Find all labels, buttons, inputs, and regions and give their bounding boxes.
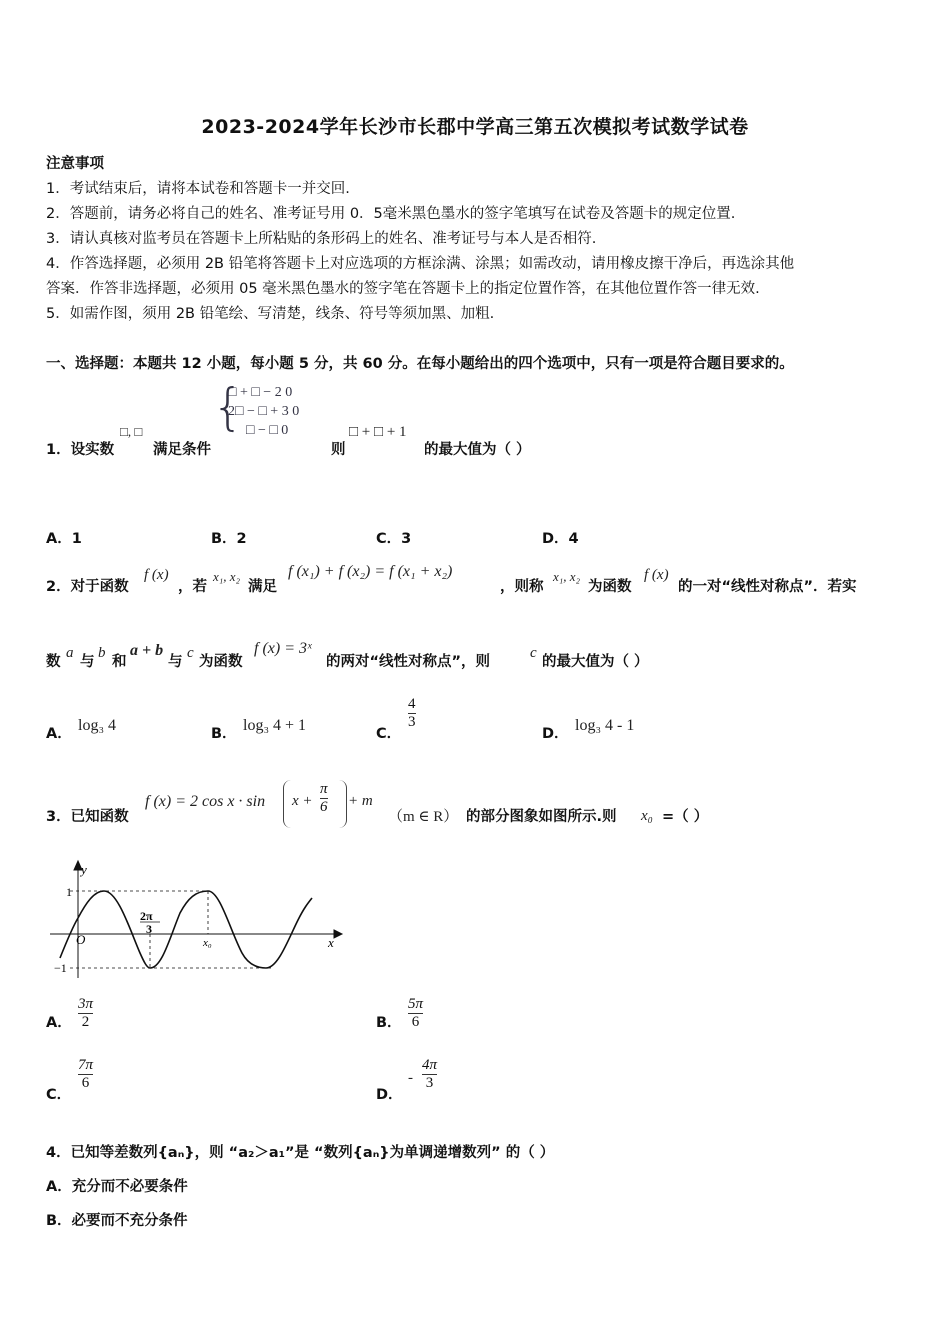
q3-text-3: =（ ） xyxy=(662,809,709,825)
q3-graph xyxy=(46,858,346,980)
q2-text-5: 为函数 xyxy=(588,579,632,595)
notice-heading: 注意事项 xyxy=(46,156,104,172)
q2-x12-b: x₁, x₂ xyxy=(553,569,581,584)
q2-text-13: 的最大值为（ ） xyxy=(542,654,649,670)
q4-option-b: B．必要而不充分条件 xyxy=(46,1213,188,1229)
q3-text-1: 3．已知函数 xyxy=(46,809,129,825)
q2-option-c xyxy=(408,696,416,731)
q3-function: f (x) = 2 cos x · sin xyxy=(145,793,266,810)
notice-item-4: 4．作答选择题，必须用 2B 铅笔将答题卡上对应选项的方框涂满、涂黑；如需改动，请用橡皮擦干净后，再选涂其他 xyxy=(46,256,795,272)
notice-item-2: 2．答题前，请务必将自己的姓名、准考证号用 0．5毫米黑色墨水的签字笔填写在试卷及答题卡的规定位置. xyxy=(46,206,736,222)
q2-text-3: 满足 xyxy=(248,579,277,595)
q1-brace: { xyxy=(212,378,244,436)
q3-option-d xyxy=(422,1057,437,1092)
q3-x-label: x xyxy=(328,935,334,950)
q2-text-11: 为函数 xyxy=(199,654,243,670)
q3-option-b xyxy=(408,996,423,1031)
q3-option-b-label: B． xyxy=(376,1015,402,1031)
q1-text-2: 满足条件 xyxy=(153,442,211,458)
q3-plus-m: + m xyxy=(348,793,373,809)
q2-text-10: 与 xyxy=(168,654,183,670)
q2-option-b: log₃ 4 + 1 xyxy=(243,717,307,734)
q1-option-d: D．4 xyxy=(542,531,579,547)
q2-fx: f (x) xyxy=(144,567,169,583)
q3-origin: O xyxy=(76,932,86,947)
q2-f3x: f (x) = 3ˣ xyxy=(254,640,312,657)
q2-text-8: 与 xyxy=(80,654,95,670)
q2-condition: f (x₁) + f (x₂) = f (x₁ + x₂) xyxy=(288,563,453,580)
q2-text-4: ，则称 xyxy=(500,579,544,595)
q3-six: 6 xyxy=(320,799,328,815)
q4-stem: 4．已知等差数列{aₙ}，则 “a₂＞a₁”是 “数列{aₙ}为单调递增数列” 的（ ） xyxy=(46,1145,555,1161)
q3-tick-3: 3 xyxy=(146,922,152,936)
q3-option-d-num: 4π xyxy=(422,1057,438,1073)
q2-x12: x₁, x₂ xyxy=(213,569,241,584)
q2-text-7: 数 xyxy=(46,654,61,670)
section-heading: 一、选择题：本题共 12 小题，每小题 5 分，共 60 分。在每小题给出的四个选项中，只有一项是符合题目要求的。 xyxy=(46,356,794,372)
q2-option-b-label: B． xyxy=(211,726,237,742)
q3-tick-neg1: −1 xyxy=(54,961,67,975)
q2-option-a: log₃ 4 xyxy=(78,717,117,734)
notice-item-5: 5．如需作图，须用 2B 铅笔绘、写清楚，线条、符号等须加黑、加粗. xyxy=(46,306,495,322)
q2-text-2: ，若 xyxy=(178,579,207,595)
q1-system xyxy=(228,383,299,440)
q2-a-plus-b: a + b xyxy=(130,642,164,659)
q3-option-a-num: 3π xyxy=(78,996,94,1012)
q1-option-c: C．3 xyxy=(376,531,412,547)
q3-x0: x₀ xyxy=(641,808,653,824)
q3-x-arrow xyxy=(334,930,342,938)
q2-option-a-label: A． xyxy=(46,726,72,742)
q3-option-d-sign: - xyxy=(408,1070,413,1086)
q3-option-b-num: 5π xyxy=(408,996,424,1012)
q2-option-d-label: D． xyxy=(542,726,569,742)
q1-text-1: 1．设实数 xyxy=(46,442,115,458)
q3-option-c-num: 7π xyxy=(78,1057,94,1073)
q3-tick-2pi: 2π xyxy=(140,909,153,923)
q3-pi: π xyxy=(320,781,328,797)
q3-text-2: 的部分图象如图所示.则 xyxy=(466,809,617,825)
q3-option-a-den: 2 xyxy=(81,1014,90,1030)
q1-ineq-1: □ + □ − 2 0 xyxy=(228,385,293,400)
q2-fx-b: f (x) xyxy=(644,567,669,583)
q3-option-c-den: 6 xyxy=(81,1075,90,1091)
q4-option-a: A．充分而不必要条件 xyxy=(46,1179,188,1195)
q1-vars: □, □ xyxy=(120,424,143,439)
q1-text-3: 则 xyxy=(331,442,346,458)
q3-option-c-label: C． xyxy=(46,1087,72,1103)
page-title: 2023-2024学年长沙市长郡中学高三第五次模拟考试数学试卷 xyxy=(201,116,749,138)
q2-c: c xyxy=(187,645,194,661)
q2-text-1: 2．对于函数 xyxy=(46,579,129,595)
q3-y-label: y xyxy=(81,862,87,877)
q1-option-b: B．2 xyxy=(211,531,247,547)
q1-ineq-3: □ − □ 0 xyxy=(246,423,289,438)
q2-b: b xyxy=(98,645,106,661)
q1-ineq-2: 2□ − □ + 3 0 xyxy=(228,404,300,419)
q2-a: a xyxy=(66,645,74,661)
notice-item-4-cont: 答案．作答非选择题，必须用 05 毫米黑色墨水的签字笔在答题卡上的指定位置作答，在其他位置作答一律无效. xyxy=(46,281,760,297)
q3-inner: x + xyxy=(292,793,313,809)
q2-option-c-den: 3 xyxy=(408,714,416,730)
q2-text-6: 的一对“线性对称点”．若实 xyxy=(678,579,857,595)
q1-text-4: 的最大值为（ ） xyxy=(424,442,531,458)
q2-c-b: c xyxy=(530,645,537,661)
q3-tick-x0: x₀ xyxy=(203,937,212,949)
q2-text-12: 的两对“线性对称点”，则 xyxy=(326,654,491,670)
q3-option-c xyxy=(78,1057,93,1092)
q1-expr: □ + □ + 1 xyxy=(349,424,407,440)
q3-sine-curve xyxy=(60,891,312,968)
q3-pi-over-6 xyxy=(320,781,328,816)
notice-item-3: 3．请认真核对监考员在答题卡上所粘贴的条形码上的姓名、准考证号与本人是否相符. xyxy=(46,231,597,247)
q3-m-in-r: （m ∈ R） xyxy=(388,809,459,825)
q2-option-c-num: 4 xyxy=(408,696,416,712)
q2-text-9: 和 xyxy=(112,654,127,670)
q2-option-c-label: C． xyxy=(376,726,402,742)
q3-option-d-den: 3 xyxy=(425,1075,434,1091)
q3-option-a xyxy=(78,996,93,1031)
notice-item-1: 1．考试结束后，请将本试卷和答题卡一并交回. xyxy=(46,181,350,197)
q3-tick-1: 1 xyxy=(66,885,72,899)
q1-option-a: A．1 xyxy=(46,531,82,547)
q2-option-d: log₃ 4 - 1 xyxy=(575,717,635,734)
q3-option-a-label: A． xyxy=(46,1015,72,1031)
q3-option-b-den: 6 xyxy=(411,1014,420,1030)
q3-option-d-label: D． xyxy=(376,1087,403,1103)
